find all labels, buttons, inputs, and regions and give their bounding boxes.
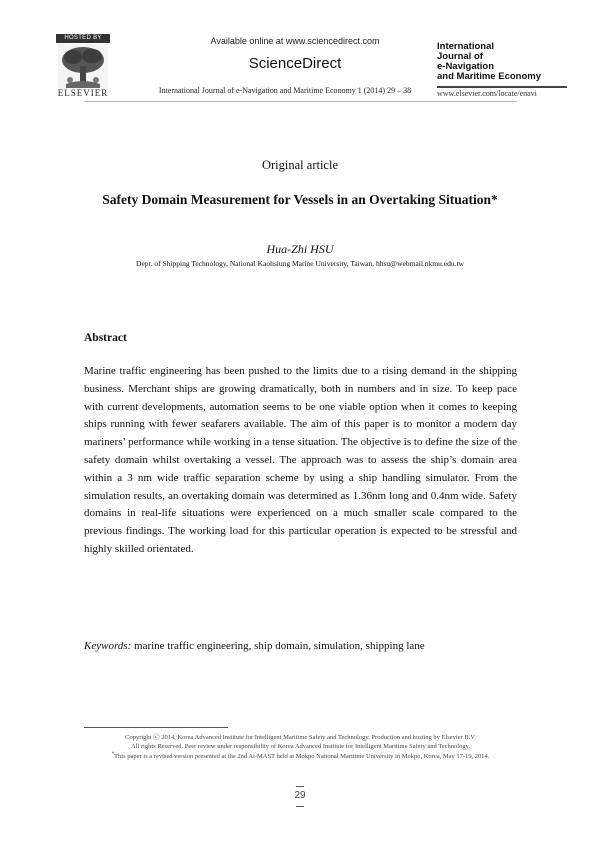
page-number: 29 [294, 790, 306, 801]
publisher-name: ELSEVIER [57, 88, 109, 98]
article-title: Safety Domain Measurement for Vessels in an Overtaking Situation* [102, 192, 498, 207]
copyright-notice [84, 733, 517, 751]
page-number-dash [296, 786, 304, 787]
hosted-by-badge: HOSTED BY [56, 34, 110, 43]
copyright-line: All rights Reserved. Peer review under responsibility of Korea Advanced Institute for Intelligent Maritime Safety and Technology. [130, 743, 471, 750]
abstract-heading: Abstract [84, 332, 127, 344]
abstract-body: Marine traffic engineering has been pushed to the limits due to a rising demand in the shipping business. Merchant ships are growing dramatically, both in numbers and in size. To keep pace with current developments, automation seems to be one viable option when it comes to keeping ships running with fewer seafarers available. The aim of this paper is to monitor a modern day mariners’ performance while working in a tense situation. The objective is to define the size of the safety domain whilst overtaking a vessel. The approach was to assess the ship’s domain area within a 3 nm wide traffic separation scheme by using a ship handling simulator. From the simulation results, an overtaking domain was determined as 1.36nm long and 0.4nm wide. Safety domains in real-life situations were experienced on a much smaller scale compared to the previous findings. The working load for this particular operation is expected to be stressful and highly skilled orientated. [84, 365, 517, 555]
footnote-mark: * [111, 752, 115, 757]
journal-title-line: International [437, 41, 495, 52]
journal-title-line: e-Navigation [437, 61, 495, 72]
footnote-divider [84, 727, 228, 728]
page-number-dash [296, 806, 304, 807]
journal-url: www.elsevier.com/locate/enavi [437, 89, 537, 98]
header-divider [84, 101, 517, 102]
journal-title-line: and Maritime Economy [437, 71, 541, 82]
keywords [84, 640, 517, 652]
journal-title-line: Journal of [437, 51, 483, 62]
available-online-text: Available online at www.sciencedirect.com [210, 36, 380, 46]
author-name: Hua-Zhi HSU [266, 242, 334, 256]
journal-title [437, 42, 567, 82]
journal-divider [437, 86, 567, 88]
footnote-text: This paper is a revised version presented at the 2nd Ai-MAST held at Mokpo National Maritime University in Mokpo, Korea, May 17-19, 2014. [114, 753, 490, 761]
platform-name: ScienceDirect [248, 55, 342, 72]
elsevier-tree-icon [58, 44, 108, 90]
title-footnote [84, 752, 517, 760]
keywords-text: marine traffic engineering, ship domain, simulation, shipping lane [134, 640, 425, 652]
article-type: Original article [261, 158, 338, 172]
copyright-line: Copyright ⓒ 2014, Korea Advanced Institute for Intelligent Maritime Safety and Technology. Production and hosting by Elsevier B.V. [125, 734, 476, 741]
keywords-label: Keywords: [84, 640, 132, 652]
author-affiliation: Dept. of Shipping Technology, National Kaohsiung Marine University, Taiwan, hhsu@webmail.nkmu.edu.tw [136, 259, 464, 268]
journal-citation: International Journal of e-Navigation and Maritime Economy 1 (2014) 29 – 38 [158, 86, 412, 95]
